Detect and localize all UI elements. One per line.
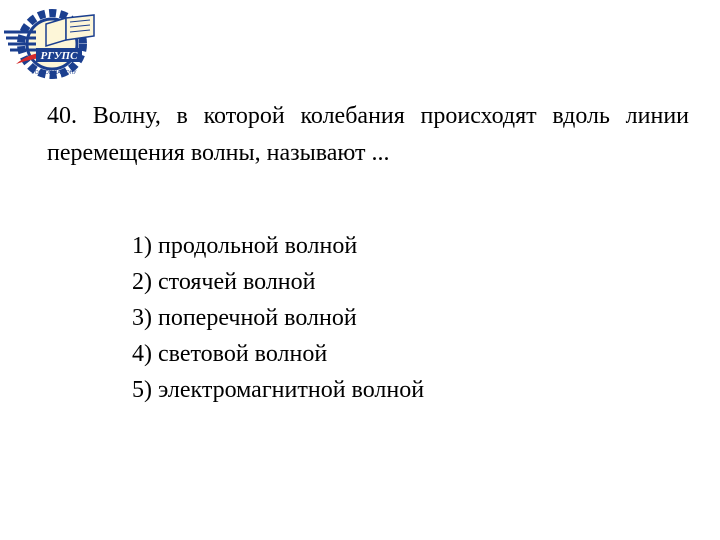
answer-option-3: 3) поперечной волной [132,305,357,331]
answer-option-1: 1) продольной волной [132,233,358,259]
rgups-logo-emblem [2,2,106,86]
rgups-logo [2,2,106,86]
answer-list [132,228,424,408]
answer-option-4: 4) световой волной [132,341,328,367]
answer-option-5: 5) электромагнитной волной [132,377,425,403]
answer-option-2: 2) стоячей волной [132,269,316,295]
question-text: 40. Волну, в которой колебания происходят вдоль линии перемещения волны, называют ... [47,103,689,166]
logo-city: РОСТОВ-НА-ДОНУ [31,70,77,76]
logo-abbreviation: РГУПС [40,50,78,62]
